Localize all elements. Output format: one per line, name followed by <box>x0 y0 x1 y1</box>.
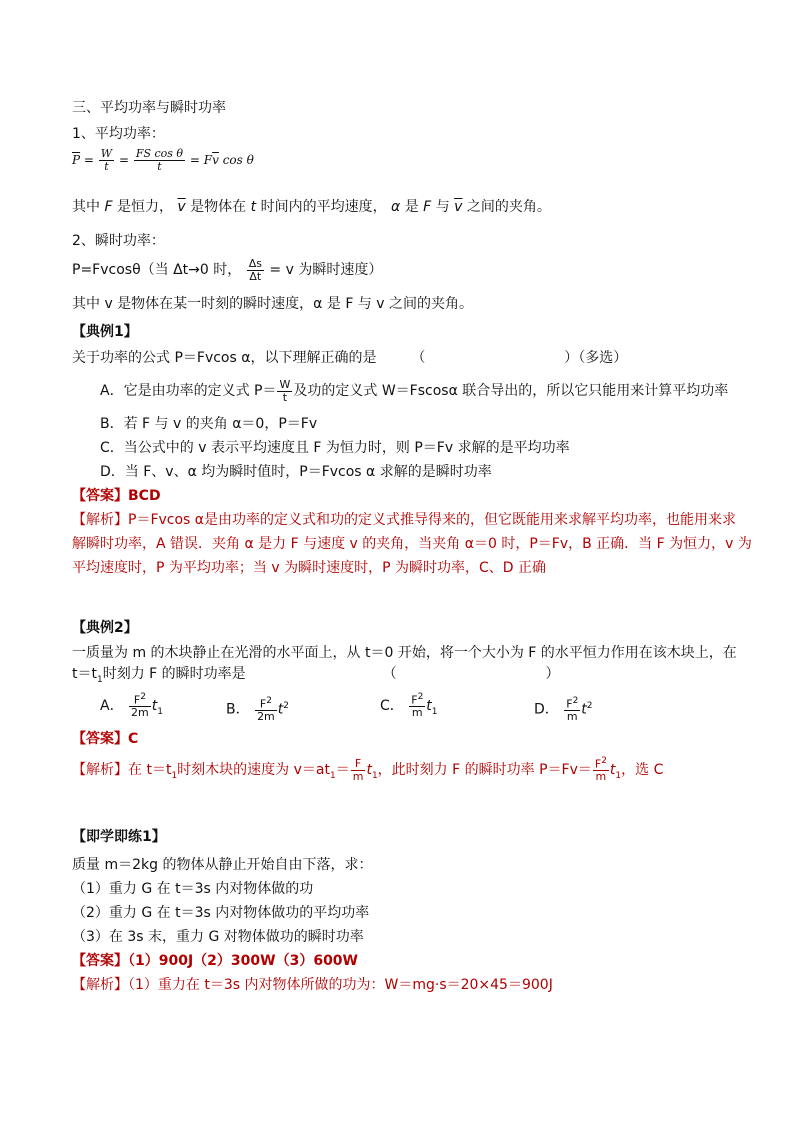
example1-answer: 【答案】BCD <box>72 488 161 504</box>
practice1-analysis: 【解析】（1）重力在 t＝3s 内对物体所做的功为：W＝mg·s＝20×45＝900J <box>72 977 553 993</box>
example1-analysis-line2: 解瞬时功率，A 错误．夹角 α 是力 F 与速度 v 的夹角，当夹角 α＝0 时，P＝Fv，B 正确．当 F 为恒力，v 为 <box>72 536 752 552</box>
example1-analysis-line3: 平均速度时，P 为平均功率；当 v 为瞬时速度时，P 为瞬时功率，C、D 正确 <box>72 560 546 576</box>
example2-question-line1: 一质量为 m 的木块静止在光滑的水平面上，从 t＝0 开始，将一个大小为 F 的水平恒力作用在该木块上，在 <box>72 645 737 661</box>
example2-answer: 【答案】C <box>72 731 139 747</box>
avg-power-formula: $\overline{P}$ = $\frac{W}{t}$ = $\frac{\text{FS cos θ}}{t}$ = $F\overline{v}$ cos θ <box>72 147 254 173</box>
example2-option-b: B． $\frac{F^2}{2m}$ $t^2$ <box>226 695 290 723</box>
inst-power-heading: 2、瞬时功率： <box>72 233 165 249</box>
example1-option-c: C．当公式中的 v 表示平均速度且 F 为恒力时，则 P＝Fv 求解的是平均功率 <box>100 440 570 456</box>
example1-option-b: B．若 F 与 v 的夹角 α＝0，P＝Fv <box>100 416 318 432</box>
practice1-question-2: （2）重力 G 在 t＝3s 内对物体做功的平均功率 <box>72 905 370 921</box>
section-title: 三、平均功率与瞬时功率 <box>72 100 226 116</box>
avg-power-heading: 1、平均功率： <box>72 126 165 142</box>
example1-question: 关于功率的公式 P＝Fvcos α，以下理解正确的是 （ ）（多选） <box>72 350 628 366</box>
example2-option-a: A． $\frac{F^2}{2m}$ $t_1$ <box>100 692 163 720</box>
example2-question-line2: $t=t_1$时刻力 F 的瞬时功率是 （ ） <box>72 666 560 685</box>
inst-power-formula: P=Fvcosθ（当 Δt→0 时， $\frac{\Delta s}{\Delta t}$ = v 为瞬时速度） <box>72 256 383 283</box>
inst-power-note: 其中 v 是物体在某一时刻的瞬时速度，α 是 F 与 v 之间的夹角。 <box>72 296 474 312</box>
example2-option-c: C． $\frac{F^2}{m}$ $t_1$ <box>380 692 438 720</box>
practice1-question-1: （1）重力 G 在 t＝3s 内对物体做的功 <box>72 881 314 897</box>
example2-analysis: 【解析】在 $t=t_1$时刻木块的速度为 $v=at_1=$ $\frac{F}{m}$ $t_1$，此时刻力 F 的瞬时功率 P＝Fv＝ $\frac{F^2}{m}$ $t_1$，选 C <box>72 756 664 784</box>
example2-option-d: D． $\frac{F^2}{m}$ $t^2$ <box>534 695 593 723</box>
example1-option-d: D．当 F、v、α 均为瞬时值时，P＝Fvcos α 求解的是瞬时功率 <box>100 464 492 480</box>
practice1-label: 【即学即练1】 <box>72 829 166 845</box>
avg-power-note: 其中 F 是恒力， $\overline{v}$ 是物体在 t 时间内的平均速度， α 是 F 与 $\overline{v}$ 之间的夹角。 <box>72 199 551 215</box>
practice1-question: 质量 m＝2kg 的物体从静止开始自由下落，求： <box>72 857 373 873</box>
example1-option-a: A．它是由功率的定义式 P＝ $\frac{W}{t}$ 及功的定义式 W＝Fscosα 联合导出的，所以它只能用来计算平均功率 <box>100 377 729 404</box>
practice1-answer: 【答案】（1）900J（2）300W（3）600W <box>72 953 358 969</box>
example1-label: 【典例1】 <box>72 324 138 340</box>
practice1-question-3: （3）在 3s 末，重力 G 对物体做功的瞬时功率 <box>72 929 364 945</box>
example2-label: 【典例2】 <box>72 620 138 636</box>
example1-analysis-line1: 【解析】P＝Fvcos α是由功率的定义式和功的定义式推导得来的，但它既能用来求解平均功率，也能用来求 <box>72 512 737 528</box>
